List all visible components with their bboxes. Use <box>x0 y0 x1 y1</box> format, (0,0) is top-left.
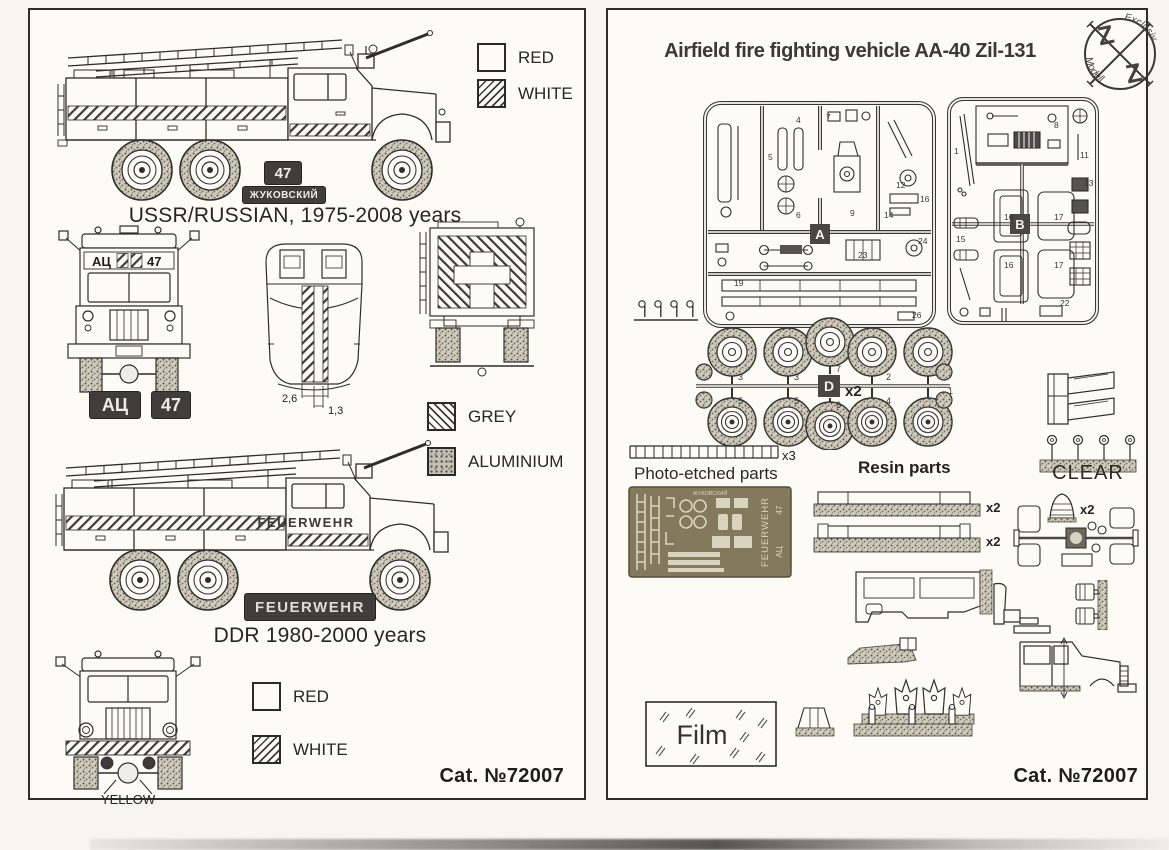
part-num: 1 <box>948 386 954 396</box>
part-num: 13 <box>1084 178 1094 188</box>
pe-fret-47-text: 47 <box>775 505 784 515</box>
truck-front-view-drawing <box>54 214 204 394</box>
truck-front-view-ddr-drawing <box>52 638 207 810</box>
legend-label: ALUMINIUM <box>468 451 564 471</box>
legend-item-white-2 <box>252 735 348 764</box>
wheel-sprue-drawing <box>690 314 956 450</box>
legend-item-white <box>477 79 573 108</box>
legend-label: WHITE <box>518 83 573 103</box>
resin-qty-1: x2 <box>986 500 1001 515</box>
yellow-callout: YELLOW <box>100 792 156 807</box>
feuerwehr-badge <box>245 594 375 620</box>
legend-label: WHITE <box>293 739 348 759</box>
caption-ussr: USSR/RUSSIAN, 1975-2008 years <box>128 204 462 227</box>
pe-ladder-drawing <box>628 438 806 466</box>
white-swatch <box>477 79 506 108</box>
part-num: 2 <box>886 372 892 382</box>
windshield-plate-right: 47 <box>147 254 162 269</box>
resin-bars-drawing <box>812 484 1008 556</box>
part-num: 6 <box>836 400 842 410</box>
zz-modell-logo <box>1076 10 1164 98</box>
part-num: 16 <box>1004 260 1014 270</box>
windshield-plate-left: АЦ <box>92 254 111 269</box>
part-num: 17 <box>1054 260 1064 270</box>
resin-pins-block-drawing <box>852 702 976 742</box>
part-num: 7 <box>836 364 842 374</box>
part-num: 12 <box>896 180 906 190</box>
unit-number: 47 <box>274 164 292 182</box>
pe-fret-acz-text: АЦ <box>775 546 784 558</box>
svg-text:Exclusiv <box>1123 12 1159 44</box>
catalogue-number-left: Cat. №72007 <box>439 765 564 787</box>
part-num: 4 <box>796 115 801 125</box>
resin-mudguard-drawing <box>846 636 924 670</box>
logo-z-top: Z <box>1094 18 1117 52</box>
pe-fret-drawing <box>628 486 792 578</box>
catalogue-number-right: Cat. №72007 <box>1013 765 1138 787</box>
reg-plate-47-text: 47 <box>160 394 182 415</box>
cab-top-view-drawing <box>244 232 384 417</box>
resin-seat-drawing <box>984 580 1058 640</box>
part-num: 19 <box>734 278 744 288</box>
part-num: 6 <box>796 210 801 220</box>
logo-z-bottom: Z <box>1122 56 1145 90</box>
right-page-parts-map <box>606 8 1159 800</box>
unit-number-badge <box>265 162 301 184</box>
legend-label: RED <box>293 686 329 706</box>
part-num: 5 <box>768 152 773 162</box>
truck-rear-view-drawing <box>414 214 549 384</box>
sprue-a-letter: A <box>815 227 825 242</box>
part-num: 16 <box>920 194 930 204</box>
film-label: Film <box>676 720 728 750</box>
dim-inner: 1,3 <box>328 405 344 417</box>
part-num: 17 <box>1054 212 1064 222</box>
sprue-b-drawing <box>944 94 1102 328</box>
part-num: 16 <box>1004 212 1014 222</box>
kit-title: Airfield fire fighting vehicle AA-40 Zil-131 <box>664 40 1036 62</box>
part-num: 7 <box>826 112 831 122</box>
reg-plate-acz-text: АЦ <box>101 394 129 415</box>
wheel-sprue-qty: x2 <box>845 383 862 400</box>
part-num: 24 <box>918 236 928 246</box>
truck-side-view-ussr-drawing <box>40 24 470 214</box>
white-swatch <box>252 735 281 764</box>
grey-swatch <box>427 402 456 431</box>
logo-arc-top-text: Exclusiv <box>1123 12 1159 43</box>
legend-item-red-2 <box>252 682 329 711</box>
resin-small-parts-drawing <box>1074 580 1108 630</box>
window-sprue-drawing <box>1012 500 1140 572</box>
ladder-qty: x3 <box>782 448 796 463</box>
scanner-edge-artifact <box>90 839 1169 850</box>
clear-part-drawing <box>1040 364 1122 434</box>
feuerwehr-badge-text: FEUERWEHR <box>255 598 365 616</box>
part-num: 5 <box>738 396 744 406</box>
sprue-a-drawing <box>700 98 940 332</box>
left-page-painting-guide <box>28 8 586 807</box>
part-num: 15 <box>956 234 966 244</box>
legend-label: GREY <box>468 406 517 426</box>
truck-marking-text: FEUERWEHR <box>257 515 355 530</box>
photo-etched-label: Photo-etched parts <box>634 464 778 483</box>
resin-body-side-drawing <box>852 566 1000 630</box>
resin-parts-label: Resin parts <box>858 458 951 477</box>
red-swatch <box>252 682 281 711</box>
part-num: 22 <box>1060 298 1070 308</box>
pe-fret-tiny-text: ЖУКОВСКИЙ <box>692 491 728 497</box>
reg-plate-47 <box>152 392 190 418</box>
beacon-qty: x2 <box>1080 502 1095 517</box>
legend-item-red <box>477 43 554 72</box>
unit-town-badge <box>243 187 325 203</box>
resin-qty-2: x2 <box>986 534 1001 549</box>
part-num: 1 <box>954 146 959 156</box>
logo-arc-bottom-text: Modell <box>1082 56 1106 85</box>
red-swatch <box>477 43 506 72</box>
reg-plate-acz <box>90 392 140 418</box>
dim-outer: 2,6 <box>282 393 298 405</box>
film-box <box>644 700 779 770</box>
pe-fret-feuerwehr-text: FEUERWEHR <box>760 496 771 568</box>
sprue-b-letter: B <box>1015 217 1025 232</box>
part-num: 23 <box>858 250 868 260</box>
part-num: 11 <box>1080 150 1089 160</box>
part-num: 9 <box>850 208 855 218</box>
part-num: 4 <box>886 396 892 406</box>
clear-parts-label: CLEAR <box>1052 462 1124 484</box>
part-num: 3 <box>794 372 800 382</box>
part-num: 26 <box>912 310 922 320</box>
part-num: 14 <box>884 210 894 220</box>
caption-ddr: DDR 1980-2000 years <box>213 624 427 647</box>
part-num: 3 <box>738 372 744 382</box>
unit-town: ЖУКОВСКИЙ <box>249 189 319 201</box>
part-num: 8 <box>1054 120 1059 130</box>
sprue-d-letter: D <box>823 378 835 394</box>
resin-small-stand-drawing <box>792 702 840 740</box>
cab-side-drawing <box>1006 632 1144 706</box>
legend-label: RED <box>518 47 554 67</box>
part-num: 5 <box>794 396 800 406</box>
legend-item-grey <box>427 402 516 431</box>
